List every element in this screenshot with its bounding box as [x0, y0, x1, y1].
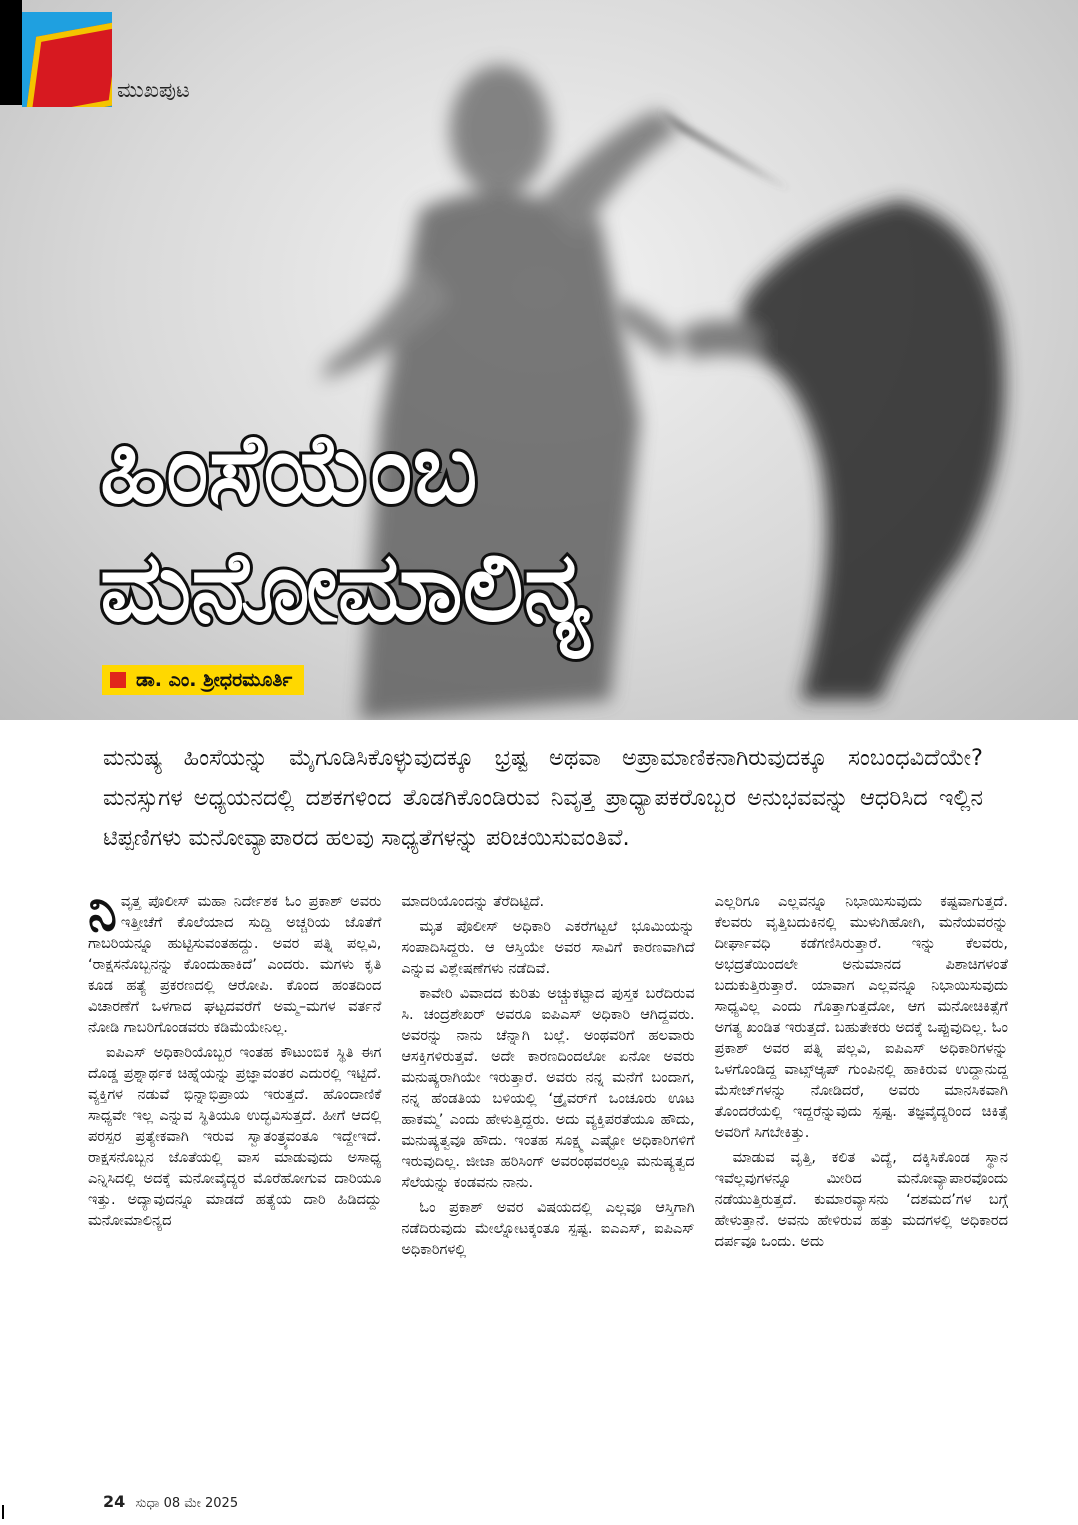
article-body	[88, 883, 1008, 1472]
title-line-2: ಮನೋಮಾಲಿನ್ಯ	[100, 531, 591, 643]
title-line-1: ಹಿಂಸೆಯೆಂಬ	[100, 413, 478, 525]
paragraph: ಮಾದರಿಯೊಂದನ್ನು ತೆರೆದಿಟ್ಟಿದೆ.	[401, 894, 545, 910]
author-name: ಡಾ. ಎಂ. ಶ್ರೀಧರಮೂರ್ತಿ	[136, 669, 293, 691]
paragraph-text: ವೃತ್ತ ಪೊಲೀಸ್ ಮಹಾ ನಿರ್ದೇಶಕ ಓಂ ಪ್ರಕಾಶ್ ಅವರು ಇತ್ತೀಚೆಗೆ ಕೊಲೆಯಾದ ಸುದ್ದಿ ಅಚ್ಚರಿಯ ಜೊತೆಗೆ ಗಾಬರಿಯನ್ನೂ ಹುಟ್ಟಿಸುವಂತಹದ್ದು. ಅವರ ಪತ್ನಿ ಪಲ್ಲವಿ, ‘ರಾಕ್ಷಸನೊಬ್ಬನನ್ನು ಕೊಂದುಹಾಕಿದೆ’ ಎಂದರು. ಮಗಳು ಕೃತಿ ಕೂಡ ಹತ್ಯೆ ಪ್ರಕರಣದಲ್ಲಿ ಆರೋಪಿ. ಕೊಂದ ಹಂತದಿಂದ ವಿಚಾರಣೆಗೆ ಒಳಗಾದ ಘಟ್ಟದವರೆಗೆ ಅಮ್ಮ–ಮಗಳ ವರ್ತನೆ ನೋಡಿ ಗಾಬರಿಗೊಂಡವರು ಕಡಿಮೆಯೇನಿಲ್ಲ.	[88, 894, 382, 1036]
drop-cap: ನಿ	[88, 883, 117, 943]
column-3	[715, 892, 1008, 1472]
page-number: 24	[103, 1492, 126, 1511]
paragraph: ಐಪಿಎಸ್ ಅಧಿಕಾರಿಯೊಬ್ಬರ ಇಂತಹ ಕೌಟುಂಬಿಕ ಸ್ಥಿತಿ ಈಗ ದೊಡ್ಡ ಪ್ರಶ್ನಾರ್ಥಕ ಚಿಹ್ನೆಯನ್ನು ಪ್ರಜ್ಞಾವಂತರ ಎದುರಲ್ಲಿ ಇಟ್ಟಿದೆ. ವ್ಯಕ್ತಿಗಳ ನಡುವೆ ಭಿನ್ನಾಭಿಪ್ರಾಯ ಇರುತ್ತದೆ. ಹೊಂದಾಣಿಕೆ ಸಾಧ್ಯವೇ ಇಲ್ಲ ಎನ್ನುವ ಸ್ಥಿತಿಯೂ ಉದ್ಭವಿಸುತ್ತದೆ. ಹೀಗೆ ಆದಲ್ಲಿ ಪರಸ್ಪರ ಪ್ರತ್ಯೇಕವಾಗಿ ಇರುವ ಸ್ವಾತಂತ್ರ್ಯವಂತೂ ಇದ್ದೇಇದೆ. ರಾಕ್ಷಸನೊಬ್ಬನ ಜೊತೆಯಲ್ಲಿ ವಾಸ ಮಾಡುವುದು ಅಸಾಧ್ಯ ಎನ್ನಿಸಿದಲ್ಲಿ ಅದಕ್ಕೆ ಮನೋವೈದ್ಯರ ಮೊರೆಹೋಗುವ ದಾರಿಯೂ ಇತ್ತು. ಅದ್ಯಾವುದನ್ನೂ ಮಾಡದೆ ಹತ್ಯೆಯ ದಾರಿ ಹಿಡಿದದ್ದು ಮನೋಮಾಲಿನ್ಯದ	[88, 1045, 382, 1229]
paragraph: ಎಲ್ಲರಿಗೂ ಎಲ್ಲವನ್ನೂ ನಿಭಾಯಿಸುವುದು ಕಷ್ಟವಾಗುತ್ತದೆ. ಕೆಲವರು ವೃತ್ತಿಬದುಕಿನಲ್ಲಿ ಮುಳುಗಿಹೋಗಿ, ಮನೆಯವರನ್ನು ದೀರ್ಘಾವಧಿ ಕಡೆಗಣಿಸಿರುತ್ತಾರೆ. ಇನ್ನು ಕೆಲವರು, ಅಭದ್ರತೆಯಿಂದಲೇ ಅನುಮಾನದ ಪಿಶಾಚಿಗಳಂತೆ ಬದುಕುತ್ತಿರುತ್ತಾರೆ. ಯಾವಾಗ ಎಲ್ಲವನ್ನೂ ನಿಭಾಯಿಸುವುದು ಸಾಧ್ಯವಿಲ್ಲ ಎಂದು ಗೊತ್ತಾಗುತ್ತದೋ, ಆಗ ಮನೋಚಿಕಿತ್ಸೆಗೆ ಅಗತ್ಯ ಖಂಡಿತ ಇರುತ್ತದೆ. ಬಹುತೇಕರು ಅದಕ್ಕೆ ಒಪ್ಪುವುದಿಲ್ಲ. ಓಂ ಪ್ರಕಾಶ್ ಅವರ ಪತ್ನಿ ಪಲ್ಲವಿ, ಐಪಿಎಸ್ ಅಧಿಕಾರಿಗಳನ್ನು ಒಳಗೊಂಡಿದ್ದ ವಾಟ್ಸ್‌ಆ್ಯಪ್ ಗುಂಪಿನಲ್ಲಿ ಹಾಕಿರುವ ಉದ್ದಾನುದ್ದ ಮೆಸೇಜ್‌ಗಳನ್ನು ನೋಡಿದರೆ, ಅವರು ಮಾನಸಿಕವಾಗಿ ತೊಂದರೆಯಲ್ಲಿ ಇದ್ದರೆನ್ನುವುದು ಸ್ಪಷ್ಟ. ತಜ್ಞವೈದ್ಯರಿಂದ ಚಿಕಿತ್ಸೆ ಅವರಿಗೆ ಸಿಗಬೇಕಿತ್ತು.	[714, 894, 1008, 1141]
paragraph: ಕಾವೇರಿ ವಿವಾದದ ಕುರಿತು ಅಚ್ಚುಕಟ್ಟಾದ ಪುಸ್ತಕ ಬರೆದಿರುವ ಸಿ. ಚಂದ್ರಶೇಖರ್ ಅವರೂ ಐಪಿಎಸ್ ಅಧಿಕಾರಿ ಆಗಿದ್ದವರು. ಅವರನ್ನು ನಾನು ಚೆನ್ನಾಗಿ ಬಲ್ಲೆ. ಅಂಥವರಿಗೆ ಹಲವಾರು ಆಸಕ್ತಿಗಳಿರುತ್ತವೆ. ಅದೇ ಕಾರಣದಿಂದಲೋ ಏನೋ ಅವರು ಮನುಷ್ಯರಾಗಿಯೇ ಇರುತ್ತಾರೆ. ಅವರು ನನ್ನ ಮನೆಗೆ ಬಂದಾಗ, ನನ್ನ ಹೆಂಡತಿಯ ಬಳಿಯಲ್ಲಿ ‘ಡ್ರೈವರ್‌ಗೆ ಒಂಚೂರು ಊಟ ಹಾಕಮ್ಮ’ ಎಂದು ಹೇಳುತ್ತಿದ್ದರು. ಅದು ವ್ಯಕ್ತಿಪರತೆಯೂ ಹೌದು, ಮನುಷ್ಯತ್ವವೂ ಹೌದು. ಇಂತಹ ಸೂಕ್ಷ್ಮ ಎಷ್ಟೋ ಅಧಿಕಾರಿಗಳಿಗೆ ಇರುವುದಿಲ್ಲ. ಜೀಜಾ ಹರಿಸಿಂಗ್ ಅವರಂಥವರಲ್ಲೂ ಮನುಷ್ಯತ್ವದ ಸೆಲೆಯನ್ನು ಕಂಡವನು ನಾನು.	[401, 986, 695, 1191]
article-title	[100, 410, 590, 646]
magazine-name: ಸುಧಾ	[135, 1496, 160, 1511]
paragraph: ಮಾಡುವ ವೃತ್ತಿ, ಕಲಿತ ವಿದ್ಯೆ, ದಕ್ಕಿಸಿಕೊಂಡ ಸ್ಥಾನ ಇವೆಲ್ಲವುಗಳನ್ನೂ ಮೀರಿದ ಮನೋವ್ಯಾಪಾರವೊಂದು ನಡೆಯುತ್ತಿರುತ್ತದೆ. ಕುಮಾರವ್ಯಾಸನು ‘ದಶಮದ’ಗಳ ಬಗ್ಗೆ ಹೇಳುತ್ತಾನೆ. ಅವನು ಹೇಳಿರುವ ಹತ್ತು ಮದಗಳಲ್ಲಿ ಅಧಿಕಾರದ ದರ್ಪವೂ ಒಂದು. ಅದು	[714, 1150, 1008, 1250]
magazine-logo	[22, 12, 112, 107]
article-intro: ಮನುಷ್ಯ ಹಿಂಸೆಯನ್ನು ಮೈಗೂಡಿಸಿಕೊಳ್ಳುವುದಕ್ಕೂ ಭ್ರಷ್ಟ ಅಥವಾ ಅಪ್ರಾಮಾಣಿಕನಾಗಿರುವುದಕ್ಕೂ ಸಂಬಂಧವಿದೆಯೇ? ಮನಸ್ಸುಗಳ ಅಧ್ಯಯನದಲ್ಲಿ ದಶಕಗಳಿಂದ ತೊಡಗಿಕೊಂಡಿರುವ ನಿವೃತ್ತ ಪ್ರಾಧ್ಯಾಪಕರೊಬ್ಬರ ಅನುಭವವನ್ನು ಆಧರಿಸಿದ ಇಲ್ಲಿನ ಟಿಪ್ಪಣಿಗಳು ಮನೋವ್ಯಾಪಾರದ ಹಲವು ಸಾಧ್ಯತೆಗಳನ್ನು ಪರಿಚಯಿಸುವಂತಿವೆ.	[103, 745, 983, 851]
issue-date: 08 ಮೇ 2025	[163, 1496, 239, 1511]
bullet-square-icon	[110, 672, 126, 688]
page-footer	[103, 1492, 238, 1511]
hero-image	[0, 0, 1078, 720]
byline	[102, 665, 304, 695]
column-1	[88, 883, 382, 1472]
paragraph: ಮೃತ ಪೊಲೀಸ್ ಅಧಿಕಾರಿ ಎಕರೆಗಟ್ಟಲೆ ಭೂಮಿಯನ್ನು ಸಂಪಾದಿಸಿದ್ದರು. ಆ ಆಸ್ತಿಯೇ ಅವರ ಸಾವಿಗೆ ಕಾರಣವಾಗಿದೆ ಎನ್ನುವ ವಿಶ್ಲೇಷಣೆಗಳು ನಡೆದಿವೆ.	[401, 919, 695, 977]
paragraph: ಓಂ ಪ್ರಕಾಶ್ ಅವರ ವಿಷಯದಲ್ಲಿ ಎಲ್ಲವೂ ಆಸ್ತಿಗಾಗಿ ನಡೆದಿರುವುದು ಮೇಲ್ನೋಟಕ್ಕಂತೂ ಸ್ಪಷ್ಟ. ಐಎಎಸ್, ಐಪಿಎಸ್ ಅಧಿಕಾರಿಗಳಲ್ಲಿ	[401, 1200, 695, 1258]
header-black-bar	[0, 0, 22, 105]
book-icon	[25, 20, 112, 107]
paragraph	[88, 883, 382, 1039]
section-label: ಮುಖಪುಟ	[117, 78, 190, 102]
column-2	[401, 892, 694, 1472]
crop-mark	[2, 1505, 4, 1519]
